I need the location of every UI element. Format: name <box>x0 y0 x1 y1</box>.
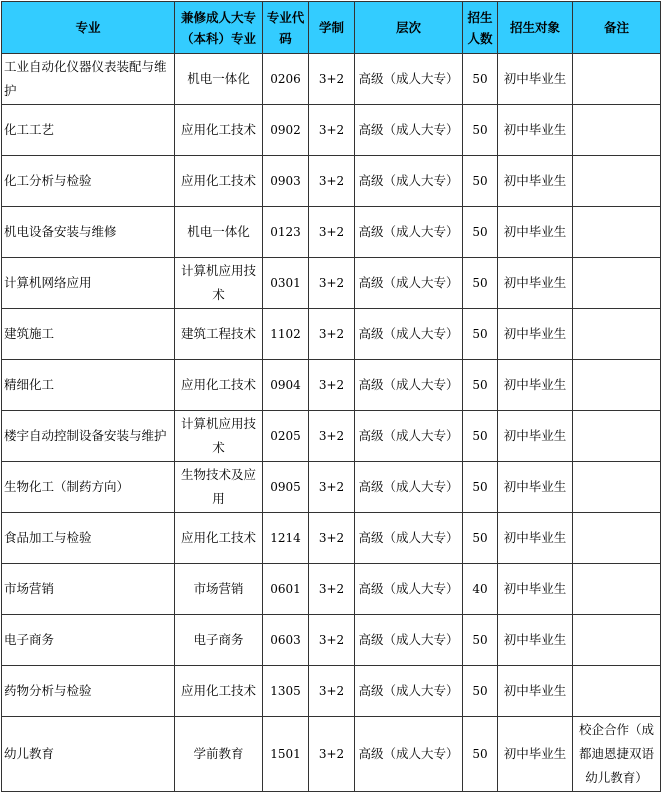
header-adult-college-major: 兼修成人大专（本科）专业 <box>175 2 263 54</box>
cell-major-code: 0205 <box>263 411 309 462</box>
cell-remarks <box>573 54 661 105</box>
cell-adult-college-major: 应用化工技术 <box>175 360 263 411</box>
cell-level: 高级（成人大专） <box>355 513 463 564</box>
table-row <box>2 513 661 564</box>
cell-target: 初中毕业生 <box>498 564 573 615</box>
cell-enrollment: 50 <box>463 105 498 156</box>
header-enrollment: 招生人数 <box>463 2 498 54</box>
cell-duration: 3+2 <box>309 258 355 309</box>
cell-major-code: 0904 <box>263 360 309 411</box>
cell-remarks <box>573 309 661 360</box>
cell-remarks <box>573 615 661 666</box>
cell-major-code: 0903 <box>263 156 309 207</box>
cell-target: 初中毕业生 <box>498 615 573 666</box>
cell-duration: 3+2 <box>309 54 355 105</box>
cell-level: 高级（成人大专） <box>355 462 463 513</box>
cell-major: 计算机网络应用 <box>2 258 175 309</box>
cell-duration: 3+2 <box>309 564 355 615</box>
cell-major: 化工工艺 <box>2 105 175 156</box>
table-row <box>2 105 661 156</box>
cell-remarks <box>573 105 661 156</box>
table-row <box>2 666 661 717</box>
cell-adult-college-major: 生物技术及应用 <box>175 462 263 513</box>
cell-adult-college-major: 建筑工程技术 <box>175 309 263 360</box>
cell-target: 初中毕业生 <box>498 717 573 792</box>
cell-major: 幼儿教育 <box>2 717 175 792</box>
header-target: 招生对象 <box>498 2 573 54</box>
table-row <box>2 615 661 666</box>
cell-adult-college-major: 计算机应用技术 <box>175 258 263 309</box>
table-row <box>2 309 661 360</box>
cell-major: 工业自动化仪器仪表装配与维护 <box>2 54 175 105</box>
cell-duration: 3+2 <box>309 411 355 462</box>
header-duration: 学制 <box>309 2 355 54</box>
cell-major-code: 0603 <box>263 615 309 666</box>
cell-adult-college-major: 市场营销 <box>175 564 263 615</box>
cell-remarks <box>573 360 661 411</box>
cell-remarks <box>573 411 661 462</box>
cell-target: 初中毕业生 <box>498 462 573 513</box>
cell-adult-college-major: 机电一体化 <box>175 207 263 258</box>
cell-major-code: 0301 <box>263 258 309 309</box>
cell-remarks <box>573 513 661 564</box>
cell-target: 初中毕业生 <box>498 156 573 207</box>
cell-level: 高级（成人大专） <box>355 207 463 258</box>
cell-major: 药物分析与检验 <box>2 666 175 717</box>
table-row <box>2 360 661 411</box>
cell-remarks <box>573 156 661 207</box>
cell-adult-college-major: 计算机应用技术 <box>175 411 263 462</box>
cell-remarks <box>573 564 661 615</box>
cell-enrollment: 50 <box>463 156 498 207</box>
cell-major: 精细化工 <box>2 360 175 411</box>
cell-enrollment: 50 <box>463 513 498 564</box>
cell-target: 初中毕业生 <box>498 411 573 462</box>
cell-major-code: 1102 <box>263 309 309 360</box>
table-row <box>2 462 661 513</box>
cell-enrollment: 40 <box>463 564 498 615</box>
cell-duration: 3+2 <box>309 156 355 207</box>
cell-adult-college-major: 应用化工技术 <box>175 666 263 717</box>
cell-enrollment: 50 <box>463 360 498 411</box>
cell-enrollment: 50 <box>463 666 498 717</box>
cell-major: 生物化工（制药方向） <box>2 462 175 513</box>
cell-remarks <box>573 462 661 513</box>
cell-target: 初中毕业生 <box>498 207 573 258</box>
table-row <box>2 411 661 462</box>
cell-duration: 3+2 <box>309 615 355 666</box>
cell-adult-college-major: 应用化工技术 <box>175 156 263 207</box>
cell-major: 市场营销 <box>2 564 175 615</box>
cell-duration: 3+2 <box>309 105 355 156</box>
header-major-code: 专业代码 <box>263 2 309 54</box>
cell-enrollment: 50 <box>463 717 498 792</box>
cell-major-code: 0206 <box>263 54 309 105</box>
header-remarks: 备注 <box>573 2 661 54</box>
header-level: 层次 <box>355 2 463 54</box>
cell-level: 高级（成人大专） <box>355 411 463 462</box>
table-row <box>2 156 661 207</box>
cell-level: 高级（成人大专） <box>355 258 463 309</box>
cell-target: 初中毕业生 <box>498 666 573 717</box>
cell-target: 初中毕业生 <box>498 360 573 411</box>
cell-level: 高级（成人大专） <box>355 360 463 411</box>
cell-level: 高级（成人大专） <box>355 666 463 717</box>
cell-remarks <box>573 207 661 258</box>
cell-target: 初中毕业生 <box>498 258 573 309</box>
cell-level: 高级（成人大专） <box>355 717 463 792</box>
cell-duration: 3+2 <box>309 462 355 513</box>
cell-level: 高级（成人大专） <box>355 54 463 105</box>
cell-major-code: 0902 <box>263 105 309 156</box>
cell-adult-college-major: 机电一体化 <box>175 54 263 105</box>
cell-duration: 3+2 <box>309 360 355 411</box>
cell-major-code: 0905 <box>263 462 309 513</box>
cell-major: 化工分析与检验 <box>2 156 175 207</box>
cell-target: 初中毕业生 <box>498 54 573 105</box>
table-row <box>2 54 661 105</box>
cell-major-code: 1214 <box>263 513 309 564</box>
cell-target: 初中毕业生 <box>498 513 573 564</box>
cell-level: 高级（成人大专） <box>355 156 463 207</box>
cell-major-code: 1501 <box>263 717 309 792</box>
cell-level: 高级（成人大专） <box>355 309 463 360</box>
cell-adult-college-major: 学前教育 <box>175 717 263 792</box>
cell-level: 高级（成人大专） <box>355 564 463 615</box>
cell-level: 高级（成人大专） <box>355 105 463 156</box>
cell-level: 高级（成人大专） <box>355 615 463 666</box>
cell-remarks <box>573 258 661 309</box>
cell-enrollment: 50 <box>463 309 498 360</box>
cell-major: 食品加工与检验 <box>2 513 175 564</box>
header-row <box>2 2 661 54</box>
cell-major-code: 0601 <box>263 564 309 615</box>
enrollment-table <box>1 1 661 792</box>
cell-duration: 3+2 <box>309 207 355 258</box>
cell-adult-college-major: 应用化工技术 <box>175 513 263 564</box>
cell-enrollment: 50 <box>463 462 498 513</box>
cell-major: 楼宇自动控制设备安装与维护 <box>2 411 175 462</box>
cell-enrollment: 50 <box>463 258 498 309</box>
cell-duration: 3+2 <box>309 513 355 564</box>
table-body <box>2 54 661 792</box>
cell-major: 建筑施工 <box>2 309 175 360</box>
cell-enrollment: 50 <box>463 615 498 666</box>
cell-enrollment: 50 <box>463 207 498 258</box>
table-row <box>2 717 661 792</box>
cell-major: 电子商务 <box>2 615 175 666</box>
table-row <box>2 207 661 258</box>
cell-target: 初中毕业生 <box>498 105 573 156</box>
cell-major: 机电设备安装与维修 <box>2 207 175 258</box>
cell-remarks: 校企合作（成都迪恩捷双语幼儿教育） <box>573 717 661 792</box>
cell-enrollment: 50 <box>463 411 498 462</box>
cell-duration: 3+2 <box>309 717 355 792</box>
table-row <box>2 258 661 309</box>
cell-duration: 3+2 <box>309 666 355 717</box>
cell-duration: 3+2 <box>309 309 355 360</box>
table-row <box>2 564 661 615</box>
cell-adult-college-major: 应用化工技术 <box>175 105 263 156</box>
cell-target: 初中毕业生 <box>498 309 573 360</box>
header-major: 专业 <box>2 2 175 54</box>
cell-adult-college-major: 电子商务 <box>175 615 263 666</box>
cell-major-code: 0123 <box>263 207 309 258</box>
cell-major-code: 1305 <box>263 666 309 717</box>
cell-remarks <box>573 666 661 717</box>
cell-enrollment: 50 <box>463 54 498 105</box>
